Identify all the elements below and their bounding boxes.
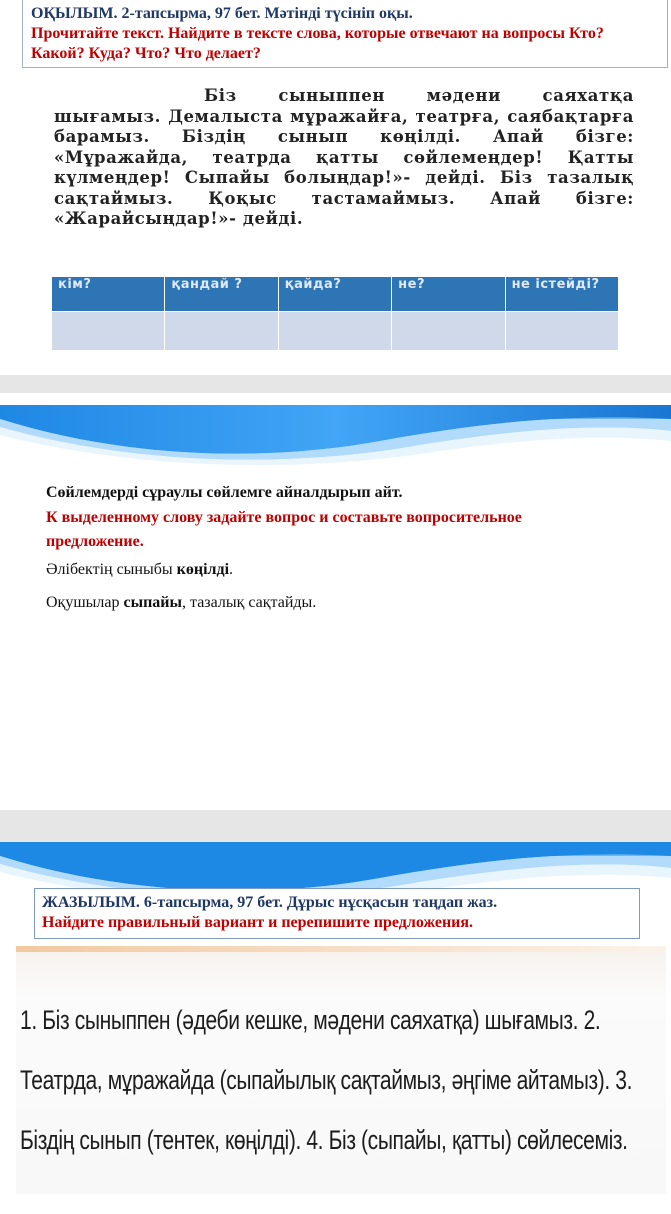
reading-passage: Біз сыныппен мәдени саяхатқа шығамыз. Демалыста мұражайға, театрға, саябақтарға барамыз. Біздің сынып көңілді. Апай бізге: «Мұражайда, театрда қатты сөйлемеңдер! Қатты күлмеңдер! Сыпайы болыңдар!»- дейді. Біз тазалық сақтаймыз. Қоқыс тастамаймыз. Апай бізге: «Жарайсыңдар!»- дейді.: [54, 86, 634, 228]
table-cell: [278, 312, 391, 351]
sentence-2: [46, 594, 316, 612]
slide-title: Сөйлемдерді сұраулы сөйлемге айналдырып айт.: [46, 484, 403, 501]
slide-questions: [0, 405, 671, 810]
sentence-text: Әлібектің сыныбы: [46, 561, 177, 578]
slide-writing: [0, 842, 671, 1214]
sentence-text: Оқушылар: [46, 594, 124, 611]
sentence-text: .: [229, 561, 234, 578]
task-instruction-ru: К выделенному слову задайте вопрос и составьте вопросительное предложение.: [46, 509, 522, 550]
sentence-text: , тазалық сақтайды.: [182, 594, 317, 611]
task-instruction-ru: Найдите правильный вариант и перепишите предложения.: [42, 914, 474, 931]
exercise-photo: [16, 946, 666, 1194]
highlighted-word: сыпайы: [123, 594, 183, 611]
task-title: ОҚЫЛЫМ. 2-тапсырма, 97 бет. Мәтінді түсініп оқы.: [31, 5, 413, 22]
table-header: қандай ?: [165, 277, 278, 312]
table-header: не?: [392, 277, 505, 312]
table-cell: [505, 312, 618, 351]
table-cell: [52, 312, 165, 351]
task-instruction-box: [34, 888, 640, 939]
slide-separator: [0, 810, 671, 842]
highlighted-word: көңілді: [176, 561, 230, 578]
question-table: [51, 276, 619, 351]
table-header: не істейді?: [505, 277, 618, 312]
task-instruction-box: [22, 0, 668, 68]
table-header: кім?: [52, 277, 165, 312]
slide-reading: [0, 0, 671, 375]
table-cell: [165, 312, 278, 351]
task-title: ЖАЗЫЛЫМ. 6-тапсырма, 97 бет. Дұрыс нұсқасын таңдап жаз.: [42, 894, 498, 911]
task-instruction-ru: Прочитайте текст. Найдите в тексте слова, которые отвечают на вопросы Кто? Какой? Куда? Что? Что делает?: [31, 25, 604, 62]
photo-edge: [16, 946, 666, 952]
table-header: қайда?: [278, 277, 391, 312]
table-row: [52, 312, 619, 351]
wave-decoration: [0, 405, 671, 475]
sentence-1: [46, 561, 233, 579]
exercise-text: 1. Біз сыныппен (әдеби кешке, мәдени саяхатқа) шығамыз. 2. Театрда, мұражайда (сыпайылық сақтаймыз, әңгіме айтамыз). 3. Біздің сынып (тентек, көңілді). 4. Біз (сыпайы, қатты) сөйлесеміз.: [20, 1005, 633, 1155]
table-cell: [392, 312, 505, 351]
slide-separator: [0, 375, 671, 393]
